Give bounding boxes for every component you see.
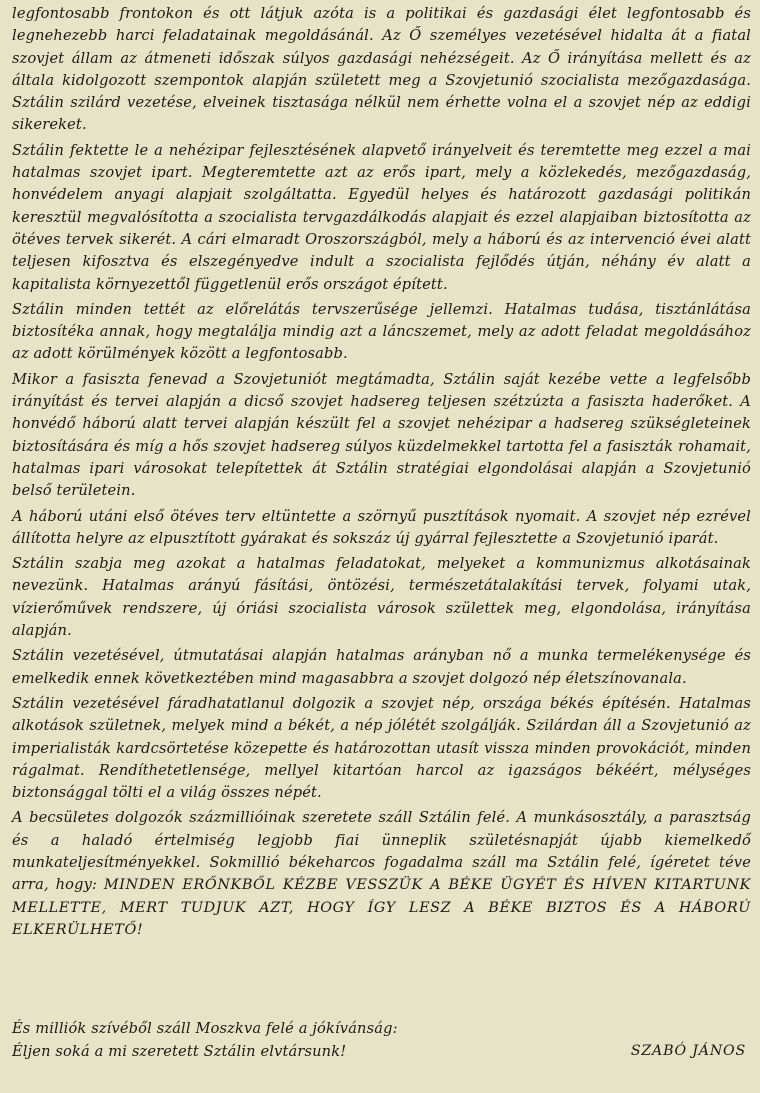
paragraph-text: Sztálin vezetésével fáradhatatlanul dolgozik a szovjet nép, országa békés építésén. Hatalmas alkotások születnek, melyek mind a békét, a nép jólétét szolgálják. Szilárdan áll a Szovjetunió az imperialisták kardcsörtetése közepette és határozottan utasít vissza minden provokációt, minden rágalmat. Rendíthetetlensége, mellyel kitartóan harcol az igazságos békéért, mélységes biztonsággal tölti el a világ összes népét. <box>12 694 751 802</box>
paragraph-peace <box>12 693 751 804</box>
pledge-caps-text: MINDEN ERŐNKBŐL KÉZBE VESSZÜK A BÉKE ÜGYÉT ÉS HÍVEN KITARTUNK MELLETTE, MERT TUDJUK AZT, HOGY ÍGY LESZ A BÉKE BIZTOS ÉS A HÁBORÚ ELKERÜLHETŐ! <box>12 877 751 938</box>
paragraph-postwar-plan <box>12 506 751 551</box>
closing-wish-line: És milliók szívéből száll Moszkva felé a jókívánság: <box>12 1020 398 1037</box>
paragraph-text: Sztálin vezetésével, útmutatásai alapján hatalmas arányban nő a munka termelékenysége és emelkedik ennek következtében mind magasabbra a szovjet dolgozó nép életszínovanala. <box>12 647 751 687</box>
paragraph-stalin-leadership <box>12 3 751 137</box>
paragraph-text: A háború utáni első ötéves terv eltüntette a szörnyű pusztítások nyomait. A szovjet nép ezrével állította helyre az elpusztított gyárakat és sokszáz új gyárral fejlesztette a Szovjetunió iparát. <box>12 507 751 547</box>
paragraph-pledge <box>12 807 751 941</box>
author-signature: SZABÓ JÁNOS <box>630 1043 746 1059</box>
paragraph-text: Sztálin szabja meg azokat a hatalmas feladatokat, melyeket a kommunizmus alkotásainak nevezünk. Hatalmas arányú fásítási, öntözési, természetátalakítási tervek, folyami utak, vízierőművek rendszere, új óriási szocialista városok születtek meg, elgondolása, irányítása alapján. <box>12 555 751 640</box>
paragraph-text: legfontosabb frontokon és ott látjuk azóta is a politikai és gazdasági élet legfontosabb és legnehezebb harci feladatainak megoldásánál. Az Ő személyes vezetésével hidalta át a fiatal szovjet állam az átmeneti időszak súlyos gazdasági nehézségeit. Az Ő irányítása mellett és az általa kidolgozott szempontok alapján született meg a Szovjetunió szocialista mezőgazdasága. Sztálin szilárd vezetése, elveinek tisztasága nélkül nem érhette volna el a szovjet nép az eddigi sikereket. <box>12 5 751 134</box>
paragraph-text: Mikor a fasiszta fenevad a Szovjetuniót megtámadta, Sztálin saját kezébe vette a legfelsőbb irányítást és tervei alapján a dicső szovjet hadsereg teljesen szétzúzta a fasiszta haderőket. A honvédő háború alatt tervei alapján készült fel a szovjet nehézipar a hadsereg szükségleteinek biztosítására és míg a hős szovjet hadsereg súlyos küzdelmekkel tartotta fel a fasiszták rohamait, hatalmas ipari városokat telepítettek át Sztálin stratégiai elgondolásai alapján a Szovjetunió belső területein. <box>12 370 751 500</box>
paragraph-text: Sztálin minden tettét az előrelátás tervszerűsége jellemzi. Hatalmas tudása, tisztánlátása biztosítéka annak, hogy megtalálja mindig azt a láncszemet, mely az adott feladat megoldásához az adott körülmények között a legfontosabb. <box>12 300 751 363</box>
paragraph-foresight <box>12 299 751 366</box>
paragraph-productivity <box>12 645 751 690</box>
article-body <box>12 3 751 941</box>
paragraph-heavy-industry <box>12 140 751 296</box>
paragraph-text: A becsületes dolgozók százmillióinak szeretete száll Sztálin felé. A munkásosztály, a parasztság és a haladó értelmiség legjobb fiai ünneplik születésnapját újabb kiemelkedő munkateljesítményekkel. Sokmillió békeharcos fogadalma száll ma Sztálin felé, ígéretet téve arra, hogy: <box>12 809 751 894</box>
paragraph-war <box>12 369 751 503</box>
closing-block <box>12 1017 746 1063</box>
paragraph-communism-works <box>12 553 751 642</box>
closing-cheer-line: Éljen soká a mi szeretett Sztálin elvtársunk! <box>12 1043 347 1060</box>
paragraph-text: Sztálin fektette le a nehézipar fejlesztésének alapvető irányelveit és teremtette meg ezzel a mai hatalmas szovjet ipart. Megteremtette azt az erős ipart, mely a közlekedés, mezőgazdaság, honvédelem anyagi alapjait szolgáltatta. Egyedül helyes és határozott gazdasági politikán keresztül megvalósította a szocialista tervgazdálkodás alapjait és ezzel alapjaiban biztosította az ötéves tervek sikerét. A cári elmaradt Oroszországból, mely a háború és az intervenció évei alatt teljesen kifosztva és elszegényedve indult a szocialista fejlődés útján, néhány év alatt a kapitalista környezettől függetlenül erős országot épített. <box>12 141 751 293</box>
